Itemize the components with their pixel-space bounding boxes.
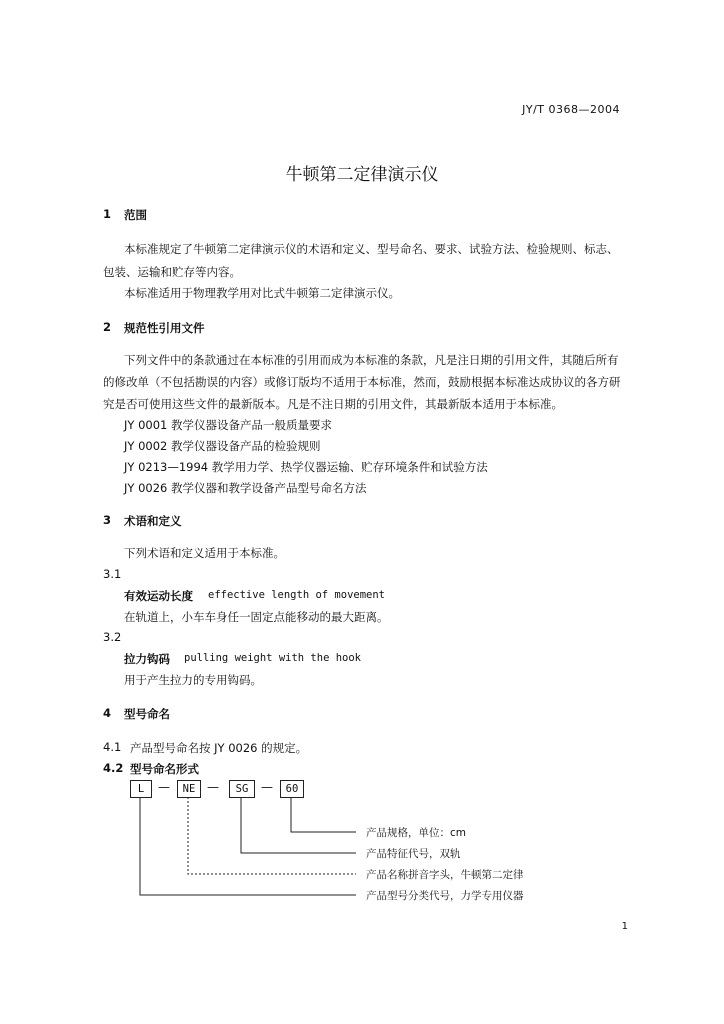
section-1-para-2: 本标准适用于物理教学用对比式牛顿第二定律演示仪。 — [124, 286, 400, 300]
model-label-feature: 产品特征代号，双轨 — [366, 848, 461, 860]
section-1-para-1-line-1: 本标准规定了牛顿第二定律演示仪的术语和定义、型号命名、要求、试验方法、检验规则、标志、 — [124, 242, 619, 256]
section-2-number: 2 — [103, 320, 112, 334]
model-label-name: 产品名称拼音字头，牛顿第二定律 — [366, 869, 524, 881]
reference-item: JY 0213—1994 教学用力学、热学仪器运输、贮存环境条件和试验方法 — [124, 460, 488, 474]
connector-classification — [140, 797, 356, 895]
clause-4-1-number: 4.1 — [103, 740, 122, 754]
connector-spec — [291, 797, 356, 832]
term-1-name: 有效运动长度 — [124, 589, 193, 603]
model-separator: — — [261, 780, 273, 794]
clause-4-2-number: 4.2 — [103, 761, 124, 775]
model-label-classification: 产品型号分类代号，力学专用仪器 — [366, 890, 524, 902]
model-box-classification: L — [130, 780, 152, 798]
connector-name — [188, 797, 356, 874]
connector-feature — [241, 797, 356, 853]
standard-code: JY/T 0368—2004 — [522, 103, 620, 116]
section-2-para-line-2: 的修改单（不包括勘误的内容）或修订版均不适用于本标准，然而，鼓励根据本标准达成协议的各方研 — [103, 375, 621, 389]
model-box-feature: SG — [229, 780, 255, 798]
term-1-number: 3.1 — [103, 567, 122, 581]
section-4-number: 4 — [103, 706, 112, 720]
section-4-title: 型号命名 — [124, 707, 170, 721]
section-3-intro: 下列术语和定义适用于本标准。 — [124, 546, 285, 560]
model-separator: — — [158, 780, 170, 794]
term-2-english: pulling weight with the hook — [184, 652, 362, 664]
document-title: 牛顿第二定律演示仪 — [285, 165, 439, 185]
section-1-number: 1 — [103, 207, 112, 221]
reference-item: JY 0001 教学仪器设备产品一般质量要求 — [124, 418, 332, 432]
reference-item: JY 0002 教学仪器设备产品的检验规则 — [124, 439, 321, 453]
term-2-definition: 用于产生拉力的专用钩码。 — [124, 673, 262, 687]
clause-4-1-text: 产品型号命名按 JY 0026 的规定。 — [130, 741, 308, 755]
reference-item: JY 0026 教学仪器和教学设备产品型号命名方法 — [124, 481, 367, 495]
section-2-title: 规范性引用文件 — [124, 321, 205, 335]
term-2-number: 3.2 — [103, 630, 122, 644]
model-separator: — — [207, 780, 219, 794]
model-label-spec: 产品规格，单位：cm — [366, 827, 467, 839]
clause-4-2-title: 型号命名形式 — [130, 762, 199, 776]
section-2-para-line-1: 下列文件中的条款通过在本标准的引用而成为本标准的条款，凡是注日期的引用文件，其随后所有 — [124, 353, 619, 367]
section-1-title: 范围 — [124, 208, 147, 222]
section-3-title: 术语和定义 — [124, 514, 182, 528]
section-3-number: 3 — [103, 513, 112, 527]
section-2-para-line-3: 究是否可使用这些文件的最新版本。凡是不注日期的引用文件，其最新版本适用于本标准。 — [103, 397, 563, 411]
model-box-name: NE — [177, 780, 201, 798]
term-2-name: 拉力钩码 — [124, 652, 170, 666]
section-1-para-1-line-2: 包装、运输和贮存等内容。 — [103, 265, 241, 279]
model-box-spec: 60 — [280, 780, 304, 798]
page-number: 1 — [621, 921, 628, 932]
term-1-english: effective length of movement — [208, 589, 386, 601]
term-1-definition: 在轨道上，小车车身任一固定点能移动的最大距离。 — [124, 610, 389, 624]
